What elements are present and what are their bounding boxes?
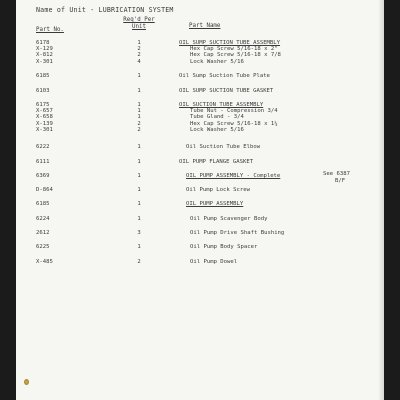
column-header-part-no: Part No. [36,27,64,33]
part-name: OIL SUMP SUCTION TUBE GASKET [179,88,274,94]
table-row [16,108,384,114]
table-row [16,52,384,58]
quantity: 1 [137,144,141,150]
part-name: OIL PUMP ASSEMBLY - Complete [186,173,281,179]
quantity: 2 [137,120,141,127]
quantity: 2 [137,46,141,53]
part-name: OIL SUMP SUCTION TUBE ASSEMBLY [179,40,281,46]
part-name: Hex Cap Screw 5/16-18 x 7/8 [190,52,281,59]
part-number: X-129 [36,46,53,53]
part-number: 6369 [36,173,50,179]
table-row [16,102,384,108]
part-number: X-301 [36,126,53,133]
table-row [16,127,384,133]
column-header-reqd-line1: Req'd Per [123,17,155,23]
quantity: 2 [137,126,141,133]
quantity: 1 [137,201,141,207]
quantity: 1 [137,244,141,250]
table-row [16,114,384,120]
quantity: 4 [137,58,141,65]
part-name: Oil Pump Lock Screw [186,187,250,193]
see-note [323,171,350,184]
part-number: X-812 [36,52,53,59]
part-number: 6224 [36,216,50,222]
table-row [16,244,384,250]
part-number: X-485 [36,259,53,265]
column-header-part-name: Part Name [189,23,221,29]
quantity: 1 [137,40,141,46]
part-name: OIL PUMP ASSEMBLY [186,201,244,207]
quantity: 3 [137,230,141,236]
quantity: 1 [137,88,141,94]
table-row [16,187,384,193]
table-row [16,159,384,165]
table-row [16,40,384,46]
part-number: 6225 [36,244,50,250]
quantity: 2 [137,52,141,59]
part-number: X-658 [36,114,53,121]
table-row [16,230,384,236]
part-name: OIL SUCTION TUBE ASSEMBLY [179,102,264,108]
table-row [16,88,384,94]
part-number: 6178 [36,40,50,46]
quantity: 1 [137,73,141,79]
part-name: Tube Nut - Compression 3/4 [190,108,278,115]
quantity: 1 [137,108,141,115]
table-row [16,144,384,150]
part-number: 6222 [36,144,50,150]
quantity: 1 [137,159,141,165]
part-number: 6175 [36,102,50,108]
part-name: Oil Pump Drive Shaft Bushing [190,230,285,236]
column-header-reqd-line2: Unit [132,23,146,30]
part-number: 6185 [36,201,50,207]
table-row [16,46,384,52]
table-row [16,216,384,222]
part-name: Oil Pump Dowel [190,259,238,265]
document-page [16,0,384,400]
part-name: Lock Washer 5/16 [190,58,244,65]
table-row [16,59,384,65]
part-name: Oil Sump Suction Tube Plate [179,73,270,79]
part-number: 6185 [36,73,50,79]
part-number: 2612 [36,230,50,236]
part-number: 6103 [36,88,50,94]
part-name: Tube Gland - 3/4 [190,114,244,121]
see-note-line2: B/F [335,177,346,184]
unit-name-header: Name of Unit - LUBRICATION SYSTEM [36,6,174,14]
table-row [16,121,384,127]
part-name: Hex Cap Screw 5/16-18 x 2" [190,46,278,53]
part-number: X-301 [36,58,53,65]
see-note-line1: See 6387 [323,171,350,177]
part-name: Oil Suction Tube Elbow [186,144,261,150]
quantity: 1 [137,173,141,179]
punch-hole-mark [24,379,29,385]
part-name: OIL PUMP FLANGE GASKET [179,159,254,165]
part-name: Hex Cap Screw 5/16-18 x 1¼ [190,120,278,127]
part-number: X-139 [36,120,53,127]
part-number: D-864 [36,187,53,193]
part-name: Lock Washer 5/16 [190,126,244,133]
part-name: Oil Pump Scavenger Body [190,216,268,222]
parts-list [16,0,384,400]
part-number: 6111 [36,159,50,165]
quantity: 1 [137,114,141,121]
table-row [16,201,384,207]
table-row [16,73,384,79]
table-row [16,259,384,265]
quantity: 1 [137,216,141,222]
quantity: 1 [137,102,141,108]
quantity: 2 [137,259,141,265]
part-name: Oil Pump Body Spacer [190,244,258,250]
part-number: X-657 [36,108,53,115]
quantity: 1 [137,187,141,193]
